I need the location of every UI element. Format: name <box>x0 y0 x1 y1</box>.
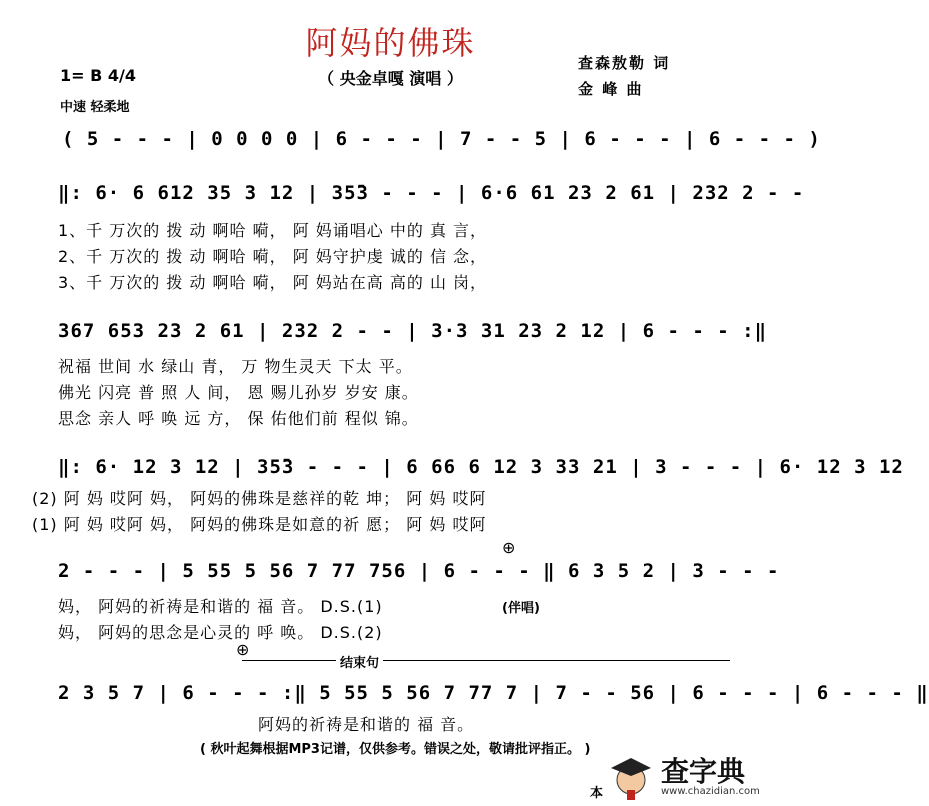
score-row-1-notes: ( 5 - - - | 0 0 0 0 | 6 - - - | 7 - - 5 | 6 - - - | 6 - - - ) <box>62 128 821 150</box>
lyricist-credit: 查森敖勒 词 <box>578 54 671 72</box>
score-row-6-notes: 2 3 5 7 | 6 - - - :‖ 5 55 5 56 7 77 7 | 7 - - 56 | 6 - - - | 6 - - - ‖ <box>58 682 929 704</box>
watermark-url: www.chazidian.com <box>661 786 760 797</box>
score-row-5-notes: 2 - - - | 5 55 5 56 7 77 756 | 6 - - - ‖ 6 3 5 2 | 3 - - - <box>58 560 780 582</box>
coda-label: 结束句 <box>336 652 383 671</box>
singer-line: （ 央金卓嘎 演唱 ） <box>318 69 463 88</box>
row-2-lyric-verse-3: 3、千 万次的 拨 动 啊哈 嗬， 阿 妈站在高 高的 山 岗， <box>58 273 488 292</box>
score-row-2-notes: ‖: 6· 6 612 35 3 12 | 35̄3 - - - | 6·6 61 23 2 61 | 232 2 - - <box>58 182 805 204</box>
watermark-logo <box>605 750 775 802</box>
row-5-lyric-verse-2: 妈， 阿妈的思念是心灵的 呼 唤。 D.S.(2) <box>58 623 383 642</box>
song-title: 阿妈的佛珠 <box>305 24 476 62</box>
row-3-lyric-verse-3: 思念 亲人 呼 唤 远 方， 保 佑他们前 程似 锦。 <box>58 409 419 428</box>
row-5-lyric-verse-1: 妈， 阿妈的祈祷是和谐的 福 音。 D.S.(1) <box>58 597 383 616</box>
coda-sign-icon-2: ⊕ <box>502 538 516 557</box>
key-signature: 1= B 4/4 <box>60 66 136 85</box>
row-4-lyric-verse-2: (2) 阿 妈 哎阿 妈， 阿妈的佛珠是慈祥的乾 坤； 阿 妈 哎阿 <box>32 489 487 508</box>
row-3-lyric-verse-2: 佛光 闪亮 普 照 人 间， 恩 赐儿孙岁 岁安 康。 <box>58 383 419 402</box>
row-6-lyric: 阿妈的祈祷是和谐的 福 音。 <box>258 715 475 734</box>
row-2-lyric-verse-1: 1、千 万次的 拨 动 啊哈 嗬， 阿 妈诵唱心 中的 真 言， <box>58 221 488 240</box>
watermark-brand: 查字典 <box>661 755 746 788</box>
row-3-lyric-verse-1: 祝福 世间 水 绿山 青， 万 物生灵天 下太 平。 <box>58 357 413 376</box>
composer-credit: 金 峰 曲 <box>578 80 644 98</box>
score-row-4-notes: ‖: 6· 12 3 12 | 35̄3 - - - | 6 66 6 12 3 33 21 | 3 - - - | 6· 12 3 12 <box>58 456 904 478</box>
coda-sign-icon: ⊕ <box>236 640 250 659</box>
row-4-lyric-verse-1: (1) 阿 妈 哎阿 妈， 阿妈的佛珠是如意的祈 愿； 阿 妈 哎阿 <box>32 515 487 534</box>
coda-bracket-line <box>242 660 730 661</box>
row-2-lyric-verse-2: 2、千 万次的 拨 动 啊哈 嗬， 阿 妈守护虔 诚的 信 念， <box>58 247 488 266</box>
score-row-3-notes: 367 653 23 2 61 | 232 2 - - | 3·3 31 23 2 12 | 6 - - - :‖ <box>58 320 768 342</box>
transcription-footnote: ( 秋叶起舞根据MP3记谱，仅供参考。错误之处，敬请批评指正。 ) <box>200 742 591 757</box>
watermark-prefix: 本 <box>590 786 604 801</box>
tempo-marking: 中速 轻柔地 <box>60 100 130 115</box>
chorus-note: (伴唱) <box>502 601 540 616</box>
